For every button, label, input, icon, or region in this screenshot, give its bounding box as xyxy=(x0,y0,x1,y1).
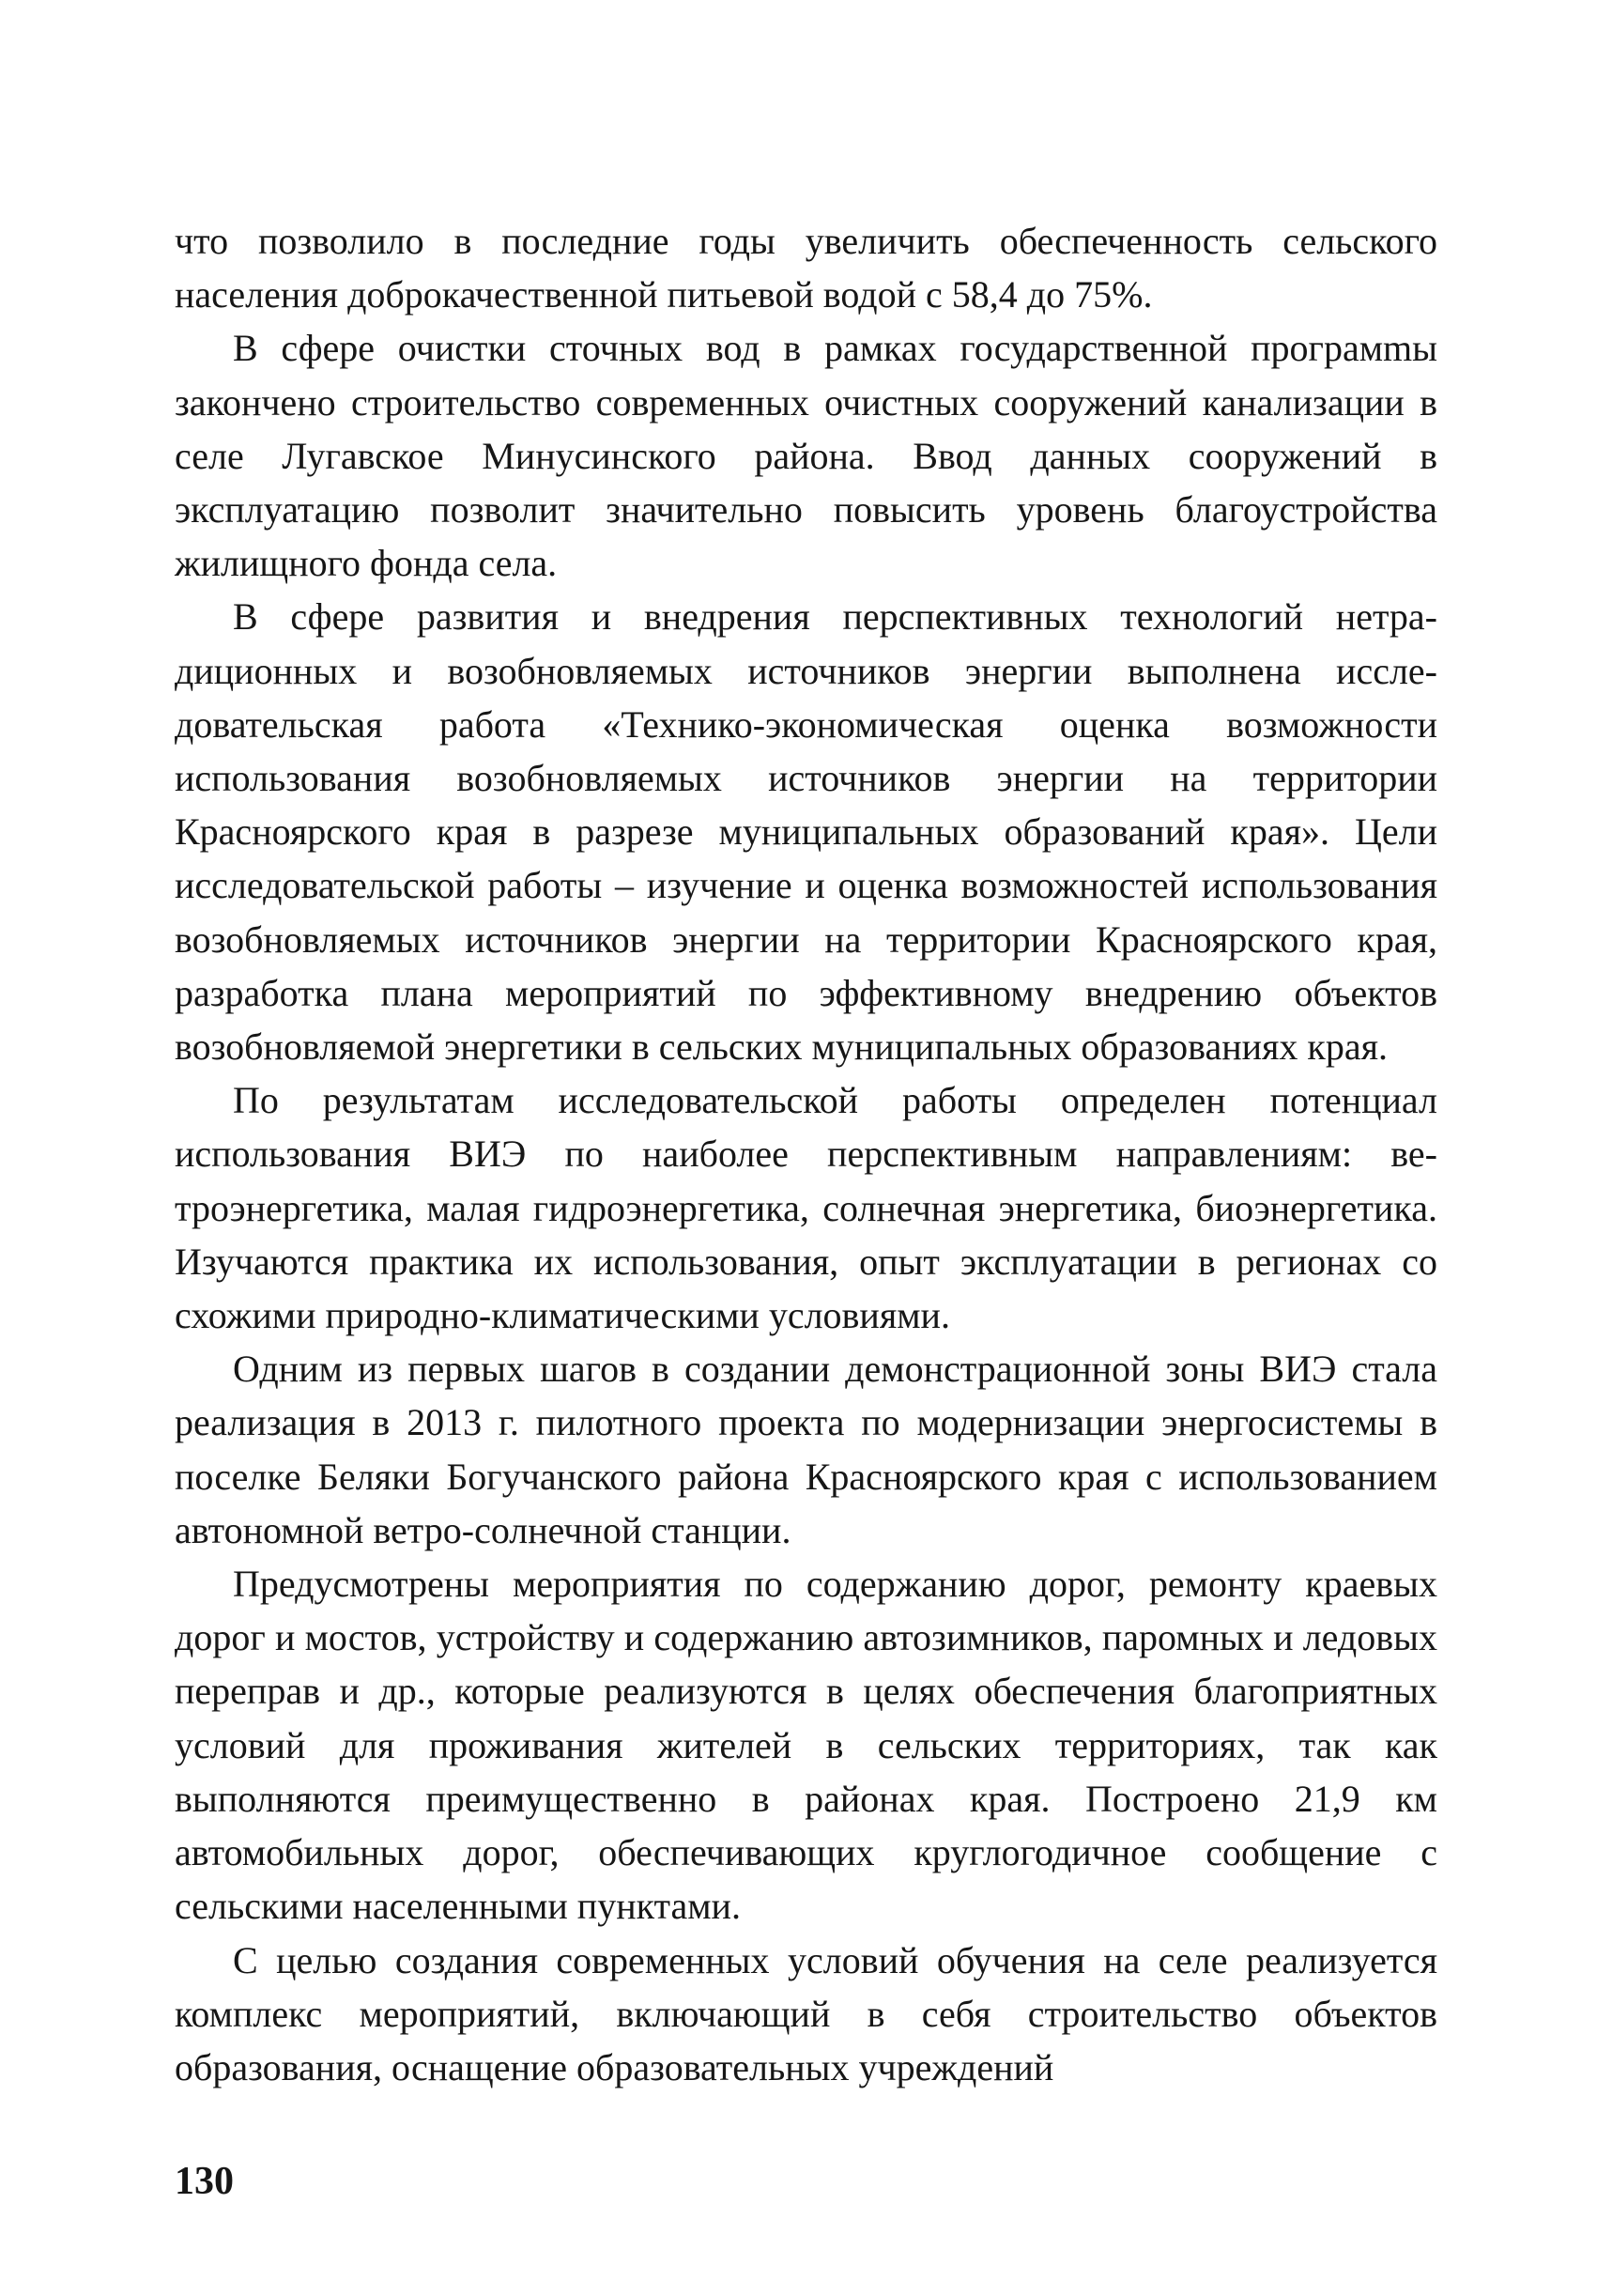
paragraph-3: В сфере развития и внедрения перспективных технологий нетрадиционных и возобновляемых источников энергии выполнена исследовательская работа «Технико-экономическая оценка возможности использования возобновляемых источников энергии на территории Красноярского края в разрезе муниципальных образований края». Цели исследовательской работы – изучение и оценка возможностей использования возобновляемых источников энергии на территории Красноярского края, разработка плана мероприятий по эффективному внедрению объектов возобновляемой энергетики в сельских муниципальных образованиях края. xyxy=(175,595,1437,1069)
paragraph-7: С целью создания современных условий обучения на селе реализуется комплекс мероприятий, включающий в себя строительство объектов образования, оснащение образовательных учреждений xyxy=(175,1938,1437,2088)
paragraph-1: что позволило в последние годы увеличить обеспеченность сельского населения доброкачественной питьевой водой с 58,4 до 75%. xyxy=(175,220,1437,316)
paragraph-5: Одним из первых шагов в создании демонстрационной зоны ВИЭ стала реализация в 2013 г. пилотного проекта по модернизации энергосистемы в поселке Беляки Богучанского района Красноярского края с использованием автономной ветро-солнечной станции. xyxy=(175,1348,1437,1551)
paragraph-6: Предусмотрены мероприятия по содержанию дорог, ремонту краевых дорог и мостов, устройству и содержанию автозимников, паромных и ледовых переправ и др., которые реализуются в целях обеспечения благоприятных условий для проживания жителей в сельских территориях, так как выполняются преимущественно в районах края. Построено 21,9 км автомобильных дорог, обеспечивающих круглогодичное сообщение с сельскими населенными пунктами. xyxy=(175,1563,1437,1928)
page-number: 130 xyxy=(175,2160,234,2203)
document-page xyxy=(175,214,1437,2094)
paragraph-2: В сфере очистки сточных вод в рамках государственной програмmы закончено строительство современных очистных сооружений канализации в селе Лугавское Минусинского района. Ввод данных сооружений в эксплуатацию позволит значительно повысить уровень благоустройства жилищного фонда села. xyxy=(175,327,1437,585)
paragraph-4: По результатам исследовательской работы определен потенциал использования ВИЭ по наиболее перспективным направлениям: ветроэнергетика, малая гидроэнергетика, солнечная энергетика, биоэнергетика. Изучаются практика их использования, опыт эксплуатации в регионах со схожими природно-климатическими условиями. xyxy=(175,1079,1437,1337)
